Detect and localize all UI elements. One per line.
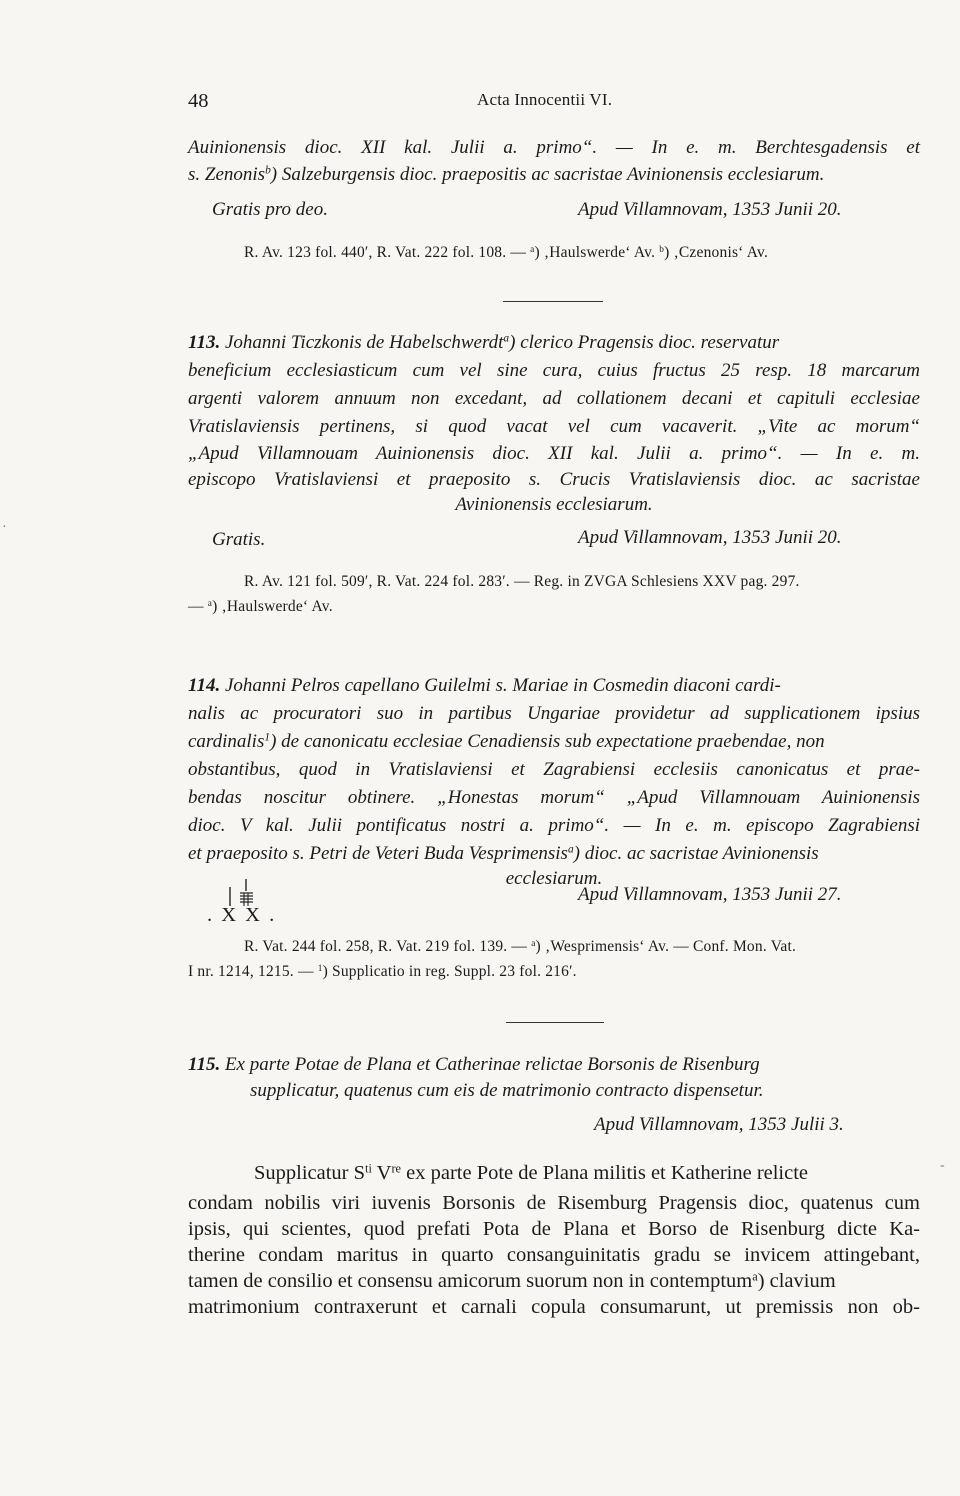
- entry114-line3: [188, 731, 920, 753]
- entry113-line3: argenti valorem annuum non excedant, ad collationem decani et capituli ecclesiae: [188, 388, 920, 409]
- entry115-line2: supplicatur, quatenus cum eis de matrimonio contracto dispensetur.: [250, 1080, 764, 1101]
- entry114-line3a: cardinalis: [188, 731, 265, 752]
- footnote-marker: a: [530, 244, 535, 255]
- entry112-reference: [244, 244, 768, 262]
- entry114-line6: dioc. V kal. Julii pontificatus nostri a. primo“. — In e. m. episcopo Zagrabiensi: [188, 815, 920, 836]
- footnote-marker: 1: [264, 731, 271, 744]
- entry113-line1a: Johanni Ticzkonis de Habelschwerdt: [224, 332, 504, 353]
- superscript: ti: [365, 1161, 372, 1176]
- entry114-line8: ecclesiarum.: [505, 868, 603, 889]
- entry-number: 114.: [188, 675, 221, 696]
- entry115-body-line1: [254, 1162, 920, 1185]
- footnote-marker: a: [531, 938, 536, 949]
- entry113-gratis: Gratis.: [212, 529, 266, 550]
- entry113-line1: [188, 332, 920, 354]
- separator-rule: [503, 301, 603, 302]
- ref-part-a: R. Av. 123 fol. 440′, R. Vat. 222 fol. 108. —: [244, 244, 531, 261]
- page-number: 48: [188, 90, 209, 112]
- entry114-line3b: ) de canonicatu ecclesiae Cenadiensis sub expectatione praebendae, non: [270, 731, 825, 752]
- entry113-reference1: R. Av. 121 fol. 509′, R. Vat. 224 fol. 283′. — Reg. in ZVGA Schlesiens XXV pag. 297.: [244, 573, 800, 590]
- footnote-marker: a: [207, 598, 213, 609]
- ref-part-b: ) Supplicatio in reg. Suppl. 23 fol. 216′.: [322, 963, 577, 980]
- ref-part-b: ) ‚Haulswerde‘ Av.: [534, 244, 660, 261]
- entry113-reference2: [188, 598, 333, 616]
- entry114-line7b: ) dioc. ac sacristae Avinionensis: [573, 843, 819, 864]
- entry114-line5: bendas noscitur obtinere. „Honestas morum“ „Apud Villamnouam Auinionensis: [188, 787, 920, 808]
- entry112-line2a: s. Zenonis: [188, 164, 266, 185]
- body-part: ex parte Pote de Plana militis et Katherine relicte: [401, 1162, 809, 1184]
- entry113-date: Apud Villamnovam, 1353 Junii 20.: [578, 527, 842, 548]
- entry115-body-line3: ipsis, qui scientes, quod prefati Pota de Plana et Borso de Risenburg dicte Ka-: [188, 1218, 920, 1240]
- entry-number: 115.: [188, 1054, 221, 1075]
- entry112-line2b: ) Salzeburgensis dioc. praepositis ac sacristae Avinionensis ecclesiarum.: [270, 164, 825, 185]
- entry113-line1b: ) clerico Pragensis dioc. reservatur: [509, 332, 780, 353]
- entry114-reference2: [188, 963, 577, 981]
- ref-part-c: ) ‚Czenonis‘ Av.: [664, 244, 769, 261]
- footnote-marker: b: [265, 164, 271, 177]
- body-part: V: [371, 1162, 392, 1184]
- entry115-body-line6: matrimonium contraxerunt et carnali copula consumarunt, ut premissis non ob-: [188, 1296, 920, 1318]
- entry114-line4: obstantibus, quod in Vratislaviensi et Zagrabiensi ecclesiis canonicatus et prae-: [188, 759, 920, 780]
- entry113-line5: „Apud Villamnouam Auinionensis dioc. XII kal. Julii a. primo“. — In e. m.: [188, 443, 920, 464]
- entry115-line1-text: Ex parte Potae de Plana et Catherinae relictae Borsonis de Risenburg: [224, 1054, 760, 1075]
- entry112-date: Apud Villamnovam, 1353 Junii 20.: [578, 199, 842, 220]
- ref-part-b: ) ‚Haulswerde‘ Av.: [212, 598, 333, 615]
- running-title: Acta Innocentii VI.: [477, 90, 613, 109]
- entry114-line1: [188, 675, 920, 697]
- footnote-marker: a: [567, 843, 574, 856]
- entry115-date: Apud Villamnovam, 1353 Julii 3.: [594, 1114, 844, 1135]
- body-part: ) clavium: [757, 1270, 836, 1292]
- entry115-body-line2: condam nobilis viri iuvenis Borsonis de Risemburg Pragensis dioc, quatenus cum: [188, 1192, 920, 1214]
- entry113-line6: episcopo Vratislaviensi et praeposito s. Crucis Vratislaviensis dioc. ac sacristae: [188, 469, 920, 490]
- entry112-line1: Auinionensis dioc. XII kal. Julii a. primo“. — In e. m. Berchtesgadensis et: [188, 137, 920, 158]
- footnote-marker: b: [659, 244, 665, 255]
- footnote-marker: 1: [317, 963, 323, 974]
- ref-part-a: R. Vat. 244 fol. 258, R. Vat. 219 fol. 139. —: [244, 938, 532, 955]
- entry114-reference1: [244, 938, 920, 956]
- entry112-line2: [188, 164, 920, 186]
- entry114-line7a: et praeposito s. Petri de Veteri Buda Vesprimensis: [188, 843, 568, 864]
- entry114-tax-marks: . X X .: [207, 904, 277, 926]
- separator-rule: [506, 1022, 604, 1023]
- entry113-line2: beneficium ecclesiasticum cum vel sine cura, cuius fructus 25 resp. 18 marcarum: [188, 360, 920, 381]
- body-part: tamen de consilio et consensu amicorum suorum non in contemptum: [188, 1270, 753, 1292]
- ref-part-a: —: [188, 598, 208, 615]
- entry114-line1-text: Johanni Pelros capellano Guilelmi s. Mariae in Cosmedin diaconi cardi-: [224, 675, 781, 696]
- footnote-marker: a: [752, 1269, 758, 1284]
- ref-part-a: I nr. 1214, 1215. —: [188, 963, 318, 980]
- entry113-line7: Avinionensis ecclesiarum.: [455, 494, 653, 515]
- entry112-gratis: Gratis pro deo.: [212, 199, 328, 220]
- entry113-line4: Vratislaviensis pertinens, si quod vacat vel cum vacaverit. „Vite ac morum“: [188, 416, 920, 437]
- body-part: Supplicatur S: [254, 1162, 366, 1184]
- superscript: re: [391, 1161, 402, 1176]
- entry-number: 113.: [188, 332, 221, 353]
- scan-speck: ·: [2, 520, 7, 535]
- entry114-line2: nalis ac procuratori suo in partibus Ungariae providetur ad supplicationem ipsius: [188, 703, 920, 724]
- scan-speck: -: [940, 1158, 945, 1173]
- entry114-date: Apud Villamnovam, 1353 Junii 27.: [578, 884, 842, 905]
- footnote-marker: a: [503, 332, 510, 345]
- entry115-body-line4: therine condam maritus in quarto consanguinitatis gradu se invicem attingebant,: [188, 1244, 920, 1266]
- entry115-body-line5: [188, 1270, 920, 1293]
- entry114-line7: [188, 843, 920, 865]
- entry115-line1: [188, 1054, 920, 1076]
- ref-part-b: ) ‚Wesprimensis‘ Av. — Conf. Mon. Vat.: [535, 938, 797, 955]
